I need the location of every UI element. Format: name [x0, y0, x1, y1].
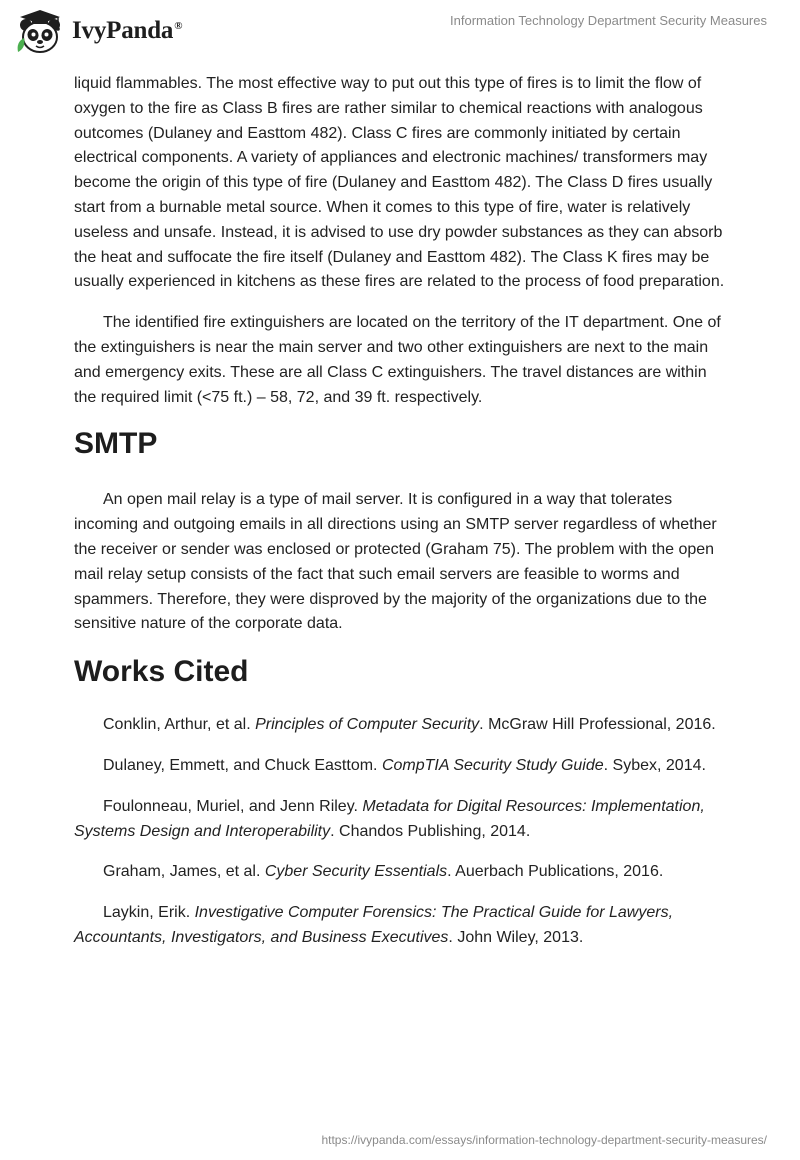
citation-publisher: . Auerbach Publications, 2016. — [447, 863, 664, 881]
citation-title: Cyber Security Essentials — [264, 863, 448, 881]
paragraph-smtp: An open mail relay is a type of mail server. It is configured in a way that tolerates incoming and outgoing emails in all directions using an SMTP server regardless of whether the receiver or sender was enclosed or protected (Graham 75). The problem with the open mail relay setup consists of the fact that such email servers are feasible to worms and spammers. Therefore, they were disproved by the majority of the organizations due to the sensitive nature of the corporate data. — [74, 491, 717, 633]
document-title: Information Technology Department Security Measures — [450, 13, 767, 28]
citation-authors: Conklin, Arthur, et al. — [103, 716, 256, 734]
citation-authors: Graham, James, et al. — [103, 863, 265, 881]
citation-entry — [74, 754, 726, 779]
citation-entry — [74, 860, 726, 885]
source-url-link[interactable]: https://ivypanda.com/essays/information-technology-department-security-measures/ — [321, 1133, 767, 1147]
citation-title: CompTIA Security Study Guide — [381, 756, 604, 774]
section-heading-works-cited: Works Cited — [74, 655, 249, 689]
citation-title: Principles of Computer Security — [255, 716, 480, 734]
panda-graduation-cap-icon — [14, 8, 66, 54]
paragraph-fire-classes: liquid flammables. The most effective way to put out this type of fires is to limit the flow of oxygen to the fire as Class B fires are rather similar to chemical reactions with analogous outcomes (Dulaney and Easttom 482). Class C fires are commonly initiated by certain electrical components. A variety of appliances and electronic machines/ transformers may become the origin of this type of fire (Dulaney and Easttom 482). The Class D fires usually start from a burnable metal source. When it comes to this type of fire, water is relatively useless and unsafe. Instead, it is advised to use dry powder substances as they can absorb the heat and suffocate the fire itself (Dulaney and Easttom 482). The Class K fires may be usually experienced in kitchens as these fires are related to the process of food preparation. — [74, 75, 725, 291]
ivypanda-logo[interactable] — [14, 8, 182, 54]
citation-publisher: . McGraw Hill Professional, 2016. — [479, 716, 716, 734]
page-header — [0, 0, 800, 66]
citation-entry — [74, 901, 726, 951]
citation-title: Investigative Computer Forensics: The Practical Guide for Lawyers, Accountants, Investigators, and Business Executives — [74, 904, 674, 946]
citation-title: Metadata for Digital Resources: Implementation, Systems Design and Interoperability — [74, 797, 705, 840]
brand-name: IvyPanda® — [72, 17, 183, 44]
citation-publisher: . Sybex, 2014. — [603, 756, 706, 774]
citation-publisher: . John Wiley, 2013. — [448, 928, 584, 946]
citation-publisher: . Chandos Publishing, 2014. — [330, 822, 531, 840]
citation-entry — [74, 713, 726, 738]
essay-content — [74, 72, 726, 951]
citation-entry — [74, 795, 726, 845]
citation-authors: Dulaney, Emmett, and Chuck Easttom. — [103, 756, 382, 774]
citation-authors: Foulonneau, Muriel, and Jenn Riley. — [103, 797, 363, 815]
citation-authors: Laykin, Erik. — [103, 904, 195, 922]
section-heading-smtp: SMTP — [74, 427, 158, 461]
registered-mark: ® — [174, 20, 183, 32]
paragraph-extinguishers: The identified fire extinguishers are located on the territory of the IT department. One of the extinguishers is near the main server and two other extinguishers are next to the main and emergency exits. These are all Class C extinguishers. The travel distances are within the required limit (<75 ft.) – 58, 72, and 39 ft. respectively. — [74, 314, 721, 406]
